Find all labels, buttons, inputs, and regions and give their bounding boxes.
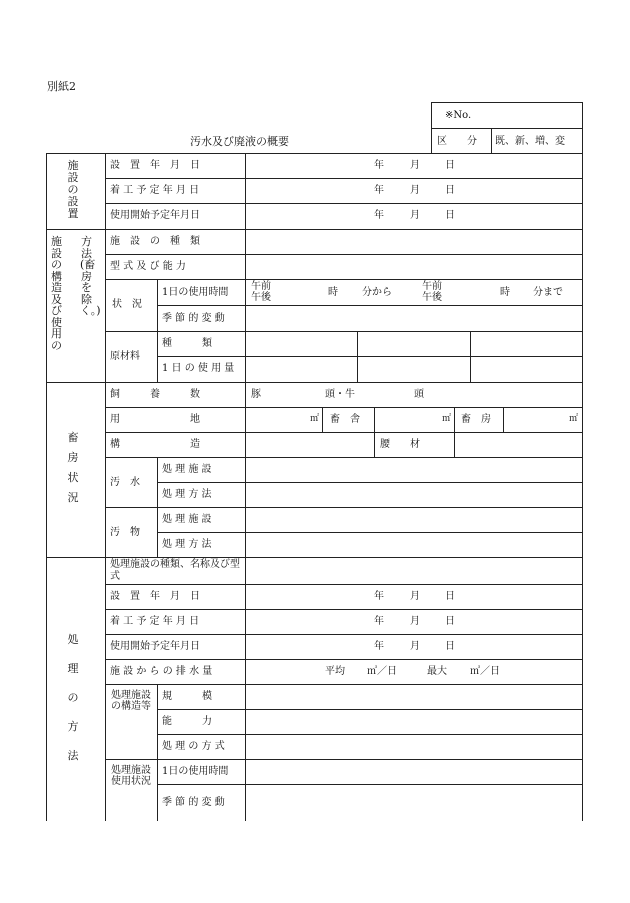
day-label: 日 xyxy=(445,641,455,652)
minute-from-label: 分から xyxy=(362,287,392,298)
head-cow-label: 頭 xyxy=(414,389,424,400)
treatment-usage-heading: 処理施設使用状況 xyxy=(111,765,151,787)
use-start-date-label: 使用開始予定年月日 xyxy=(110,210,200,221)
material-daily-label: 1 日 の 使 用 量 xyxy=(162,363,235,374)
setup-date-label: 設 置 年 月 日 xyxy=(110,591,200,602)
daily-use-label: 1日の使用時間 xyxy=(162,287,229,298)
wainscot-label: 腰 材 xyxy=(380,439,420,450)
attachment-label: 別紙2 xyxy=(47,80,76,93)
capacity-label: 能 力 xyxy=(162,716,212,727)
wastewater-label: 汚 水 xyxy=(110,477,140,488)
sqm-unit: ㎡ xyxy=(442,414,452,424)
category-label: 区 分 xyxy=(437,136,477,147)
stall-label: 畜 房 xyxy=(461,414,491,425)
use-start-date-label: 使用開始予定年月日 xyxy=(110,641,200,652)
structure-heading-right: 方法(畜房を除く。) xyxy=(80,235,101,317)
day-label: 日 xyxy=(445,591,455,602)
setup-date-label: 設 置 年 月 日 xyxy=(110,160,200,171)
facility-kind-label: 施 設 の 種 類 xyxy=(110,236,200,247)
day-label: 日 xyxy=(445,185,455,196)
no-label: ※No. xyxy=(445,110,472,121)
land-label: 用 地 xyxy=(110,414,200,425)
pm-label: 午後 xyxy=(422,292,442,303)
pig-label: 豚 xyxy=(251,389,261,400)
year-label: 年 xyxy=(374,160,384,171)
year-label: 年 xyxy=(374,641,384,652)
month-label: 月 xyxy=(410,641,420,652)
hour-label: 時 xyxy=(500,287,510,298)
model-capacity-label: 型 式 及 び 能 力 xyxy=(110,261,186,272)
start-date-label: 着 工 予 定 年 月 日 xyxy=(110,185,200,196)
average-unit: ㎥／日 xyxy=(367,666,397,677)
day-label: 日 xyxy=(445,616,455,627)
status-label: 状 況 xyxy=(112,299,142,310)
sqm-unit: ㎡ xyxy=(310,414,320,424)
ww-facility-label: 処 理 施 設 xyxy=(162,464,212,475)
month-label: 月 xyxy=(410,160,420,171)
minute-until-label: 分まで xyxy=(533,287,563,298)
ww-method-label: 処 理 方 法 xyxy=(162,489,212,500)
day-label: 日 xyxy=(445,210,455,221)
seasonal-variation-label: 季 節 的 変 動 xyxy=(162,313,225,324)
start-date-label: 着 工 予 定 年 月 日 xyxy=(110,616,200,627)
hour-label: 時 xyxy=(328,287,338,298)
head-pig-label: 頭・牛 xyxy=(325,389,355,400)
so-facility-label: 処 理 施 設 xyxy=(162,514,212,525)
structure-heading-left: 施設の構造及び使用の xyxy=(51,235,62,352)
month-label: 月 xyxy=(410,616,420,627)
facility-setup-heading: 施設の設置 xyxy=(67,159,79,220)
scale-label: 規 模 xyxy=(162,691,212,702)
month-label: 月 xyxy=(410,185,420,196)
treatment-heading: 処理の方法 xyxy=(67,633,79,762)
solids-label: 汚 物 xyxy=(110,527,140,538)
year-label: 年 xyxy=(374,210,384,221)
max-unit: ㎥／日 xyxy=(470,666,500,677)
average-label: 平均 xyxy=(325,666,345,677)
livestock-barn-label: 畜 舎 xyxy=(330,414,360,425)
construction-label: 構 造 xyxy=(110,439,200,450)
sqm-unit: ㎡ xyxy=(569,414,579,424)
seasonal-variation-label: 季 節 的 変 動 xyxy=(162,797,225,808)
livestock-count-label: 飼 養 数 xyxy=(110,389,200,400)
month-label: 月 xyxy=(410,210,420,221)
so-method-label: 処 理 方 法 xyxy=(162,539,212,550)
barn-heading: 畜房状況 xyxy=(67,431,79,504)
material-kind-label: 種 類 xyxy=(162,338,212,349)
day-label: 日 xyxy=(445,160,455,171)
month-label: 月 xyxy=(410,591,420,602)
daily-use-label: 1日の使用時間 xyxy=(162,766,229,777)
page-title: 汚水及び廃液の概要 xyxy=(190,135,289,148)
pm-label: 午後 xyxy=(251,292,271,303)
am-label: 午前 xyxy=(422,281,442,292)
treatment-method-label: 処 理 の 方 式 xyxy=(162,741,225,752)
year-label: 年 xyxy=(374,591,384,602)
max-label: 最大 xyxy=(427,666,447,677)
raw-material-label: 原材料 xyxy=(110,351,140,362)
category-options: 既、新、増、変 xyxy=(495,136,565,147)
am-label: 午前 xyxy=(251,281,271,292)
year-label: 年 xyxy=(374,616,384,627)
treatment-structure-heading: 処理施設の構造等 xyxy=(111,690,151,712)
discharge-volume-label: 施 設 か ら の 排 水 量 xyxy=(110,666,213,677)
facility-type-label: 処理施設の種類、名称及び型式 xyxy=(110,559,240,582)
year-label: 年 xyxy=(374,185,384,196)
